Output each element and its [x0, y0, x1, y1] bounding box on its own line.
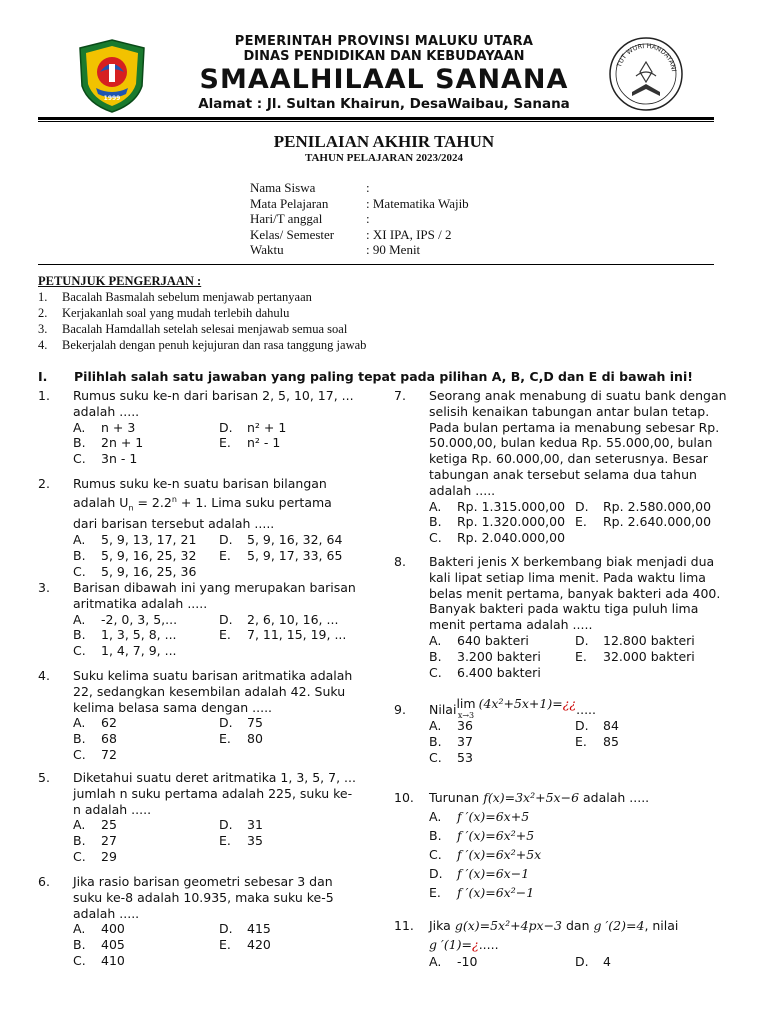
question-10: 10. Turunan f(x)=3x²+5x−6 adalah ..... A. f ′(x)=6x+5 B. f ′(x)=6x²+5 C. f ′(x)=6x²+5x D. f ′(x)=6x−1 E. f ′(x)=6x²−1	[394, 788, 734, 902]
option-d[interactable]: D. Rp. 2.580.000,00	[575, 498, 712, 514]
exam-title: PENILAIAN AKHIR TAHUN	[273, 132, 495, 151]
instructions-heading: PETUNJUK PENGERJAAN :	[38, 274, 202, 288]
option-b[interactable]: B. 37	[429, 733, 473, 749]
option-c[interactable]: C. 29	[73, 848, 117, 864]
option-c[interactable]: C. Rp. 2.040.000,00	[429, 530, 566, 546]
question-7: 7. Seorang anak menabung di suatu bank dengan selisih kenaikan tabungan antar bulan tetap. Pada bulan pertama ia menabung sebesar Rp. 50.000,00, bulan kedua Rp. 55.000,00, bulan ketiga Rp. 60.000,00, dan seterusnya. Besar tabungan anak tersebut selama dua tahun adalah ..... A. Rp. 1.315.000,00 D. Rp. 2.580.000,00 B. Rp. 1.320.000,00 E. Rp. 2.640.000,00 C. Rp. 2.040.000,00	[394, 388, 734, 546]
option-b[interactable]: B. 3.200 bakteri	[429, 648, 541, 664]
option-d[interactable]: D. 2, 6, 10, 16, ...	[219, 611, 339, 627]
option-c[interactable]: C. f ′(x)=6x²+5x	[429, 847, 542, 862]
option-c[interactable]: C. 410	[73, 952, 125, 968]
option-e[interactable]: E. Rp. 2.640.000,00	[575, 514, 712, 530]
option-d[interactable]: D. n² + 1	[219, 419, 287, 435]
option-a[interactable]: A. 400	[73, 921, 125, 937]
option-b[interactable]: B. f ′(x)=6x²+5	[429, 828, 535, 843]
option-e[interactable]: E. n² - 1	[219, 435, 281, 451]
option-a[interactable]: A. -10	[429, 954, 478, 969]
info-row: Nama Siswa :	[250, 180, 370, 195]
option-a[interactable]: A. 25	[73, 817, 117, 833]
option-d[interactable]: D. 31	[219, 817, 263, 833]
option-b[interactable]: B. 405	[73, 937, 125, 953]
option-e[interactable]: E. 32.000 bakteri	[575, 648, 695, 664]
option-c[interactable]: C. 53	[429, 749, 473, 765]
header-government: PEMERINTAH PROVINSI MALUKU UTARA	[234, 34, 534, 49]
option-b[interactable]: B. 1, 3, 5, 8, ...	[73, 627, 177, 643]
info-row: Kelas/ Semester : XI IPA, IPS / 2	[250, 226, 452, 242]
header-rule-thin	[38, 121, 714, 122]
exam-year: TAHUN PELAJARAN 2023/2024	[304, 152, 464, 164]
option-d[interactable]: D. 12.800 bakteri	[575, 632, 695, 648]
question-1: 1. Rumus suku ke-n dari barisan 2, 5, 10, 17, ... adalah ..... A. n + 3 D. n² + 1 B. 2n + 1 E. n² - 1 C. 3n - 1	[38, 388, 358, 467]
info-row: Mata Pelajaran : Matematika Wajib	[250, 195, 469, 211]
option-e[interactable]: E. f ′(x)=6x²−1	[429, 885, 535, 900]
info-row: Hari/T anggal :	[250, 211, 370, 226]
option-e[interactable]: E. 85	[575, 733, 619, 749]
option-b[interactable]: B. 2n + 1	[73, 435, 144, 451]
option-e[interactable]: E. 80	[219, 731, 263, 747]
option-a[interactable]: A. Rp. 1.315.000,00	[429, 498, 566, 514]
option-d[interactable]: D. 75	[219, 715, 263, 731]
option-c[interactable]: C. 3n - 1	[73, 451, 138, 467]
option-e[interactable]: E. 420	[219, 937, 271, 953]
svg-text:TUT WURI HANDAYANI: TUT WURI HANDAYANI	[615, 41, 678, 73]
option-c[interactable]: C. 1, 4, 7, 9, ...	[73, 643, 177, 659]
option-a[interactable]: A. 62	[73, 715, 117, 731]
option-e[interactable]: E. 7, 11, 15, 19, ...	[219, 627, 347, 643]
header-address: Alamat : Jl. Sultan Khairun, DesaWaibau, Sanana	[198, 96, 570, 112]
option-a[interactable]: A. f ′(x)=6x+5	[429, 809, 530, 824]
option-c[interactable]: C. 5, 9, 16, 25, 36	[73, 563, 197, 579]
svg-text:1999: 1999	[103, 95, 121, 102]
option-d[interactable]: D. 5, 9, 16, 32, 64	[219, 532, 343, 548]
list-item: 2. Kerjakanlah soal yang mudah terlebih dahulu	[38, 306, 290, 320]
option-e[interactable]: E. 35	[219, 833, 263, 849]
question-4: 4. Suku kelima suatu barisan aritmatika adalah 22, sedangkan kesembilan adalah 42. Suku kelima belasa sama dengan ..... A. 62 D. 75 B. 68 E. 80 C. 72	[38, 668, 358, 763]
option-b[interactable]: B. 27	[73, 833, 117, 849]
question-6: 6. Jika rasio barisan geometri sebesar 3 dan suku ke-8 adalah 10.935, maka suku ke-5 adalah ..... A. 400 D. 415 B. 405 E. 420 C. 410	[38, 874, 358, 969]
option-d[interactable]: D. 415	[219, 921, 271, 937]
option-a[interactable]: A. 5, 9, 13, 17, 21	[73, 532, 197, 548]
question-2: 2. Rumus suku ke-n suatu barisan bilangan adalah $U_n = 2.2^n + 1$. Lima suku pertama dari barisan tersebut adalah ..... A. 5, 9, 13, 17, 21 D. 5, 9, 16, 32, 64 B. 5, 9, 16, 25, 32 E. 5, 9, 17, 33, 65 C. 5, 9, 16, 25, 36	[38, 476, 358, 579]
question-5: 5. Diketahui suatu deret aritmatika 1, 3, 5, 7, ... jumlah n suku pertama adalah 225, suku ke-n adalah ..... A. 25 D. 31 B. 27 E. 35 C. 29	[38, 770, 358, 865]
info-row: Waktu : 90 Menit	[250, 242, 421, 257]
header-school-name: SMAALHILAAL SANANA	[199, 64, 569, 95]
option-d[interactable]: D. 4	[575, 954, 611, 969]
option-d[interactable]: D. 84	[575, 718, 619, 733]
option-a[interactable]: A. n + 3	[73, 419, 136, 435]
student-info	[250, 180, 469, 258]
section-heading: I. Pilihlah salah satu jawaban yang paling tepat pada pilihan A, B, C,D dan E di bawah ini!	[38, 369, 693, 384]
option-a[interactable]: A. -2, 0, 3, 5,...	[73, 611, 178, 627]
list-item: 3. Bacalah Hamdallah setelah selesai menjawab semua soal	[38, 322, 348, 336]
list-item: 4. Bekerjalah dengan penuh kejujuran dan rasa tanggung jawab	[38, 338, 367, 352]
option-b[interactable]: B. 68	[73, 731, 117, 747]
option-c[interactable]: C. 72	[73, 746, 117, 762]
header-rule-thick	[38, 117, 714, 120]
info-divider	[38, 264, 714, 265]
option-c[interactable]: C. 6.400 bakteri	[429, 664, 541, 680]
option-a[interactable]: A. 640 bakteri	[429, 632, 529, 648]
instructions	[38, 273, 366, 353]
question-3: 3. Barisan dibawah ini yang merupakan barisan aritmatika adalah ..... A. -2, 0, 3, 5,... D. 2, 6, 10, 16, ... B. 1, 3, 5, 8, ... E. 7, 11, 15, 19, ... C. 1, 4, 7, 9, ...	[38, 580, 358, 659]
question-8: 8. Bakteri jenis X berkembang biak menjadi dua kali lipat setiap lima menit. Pada waktu lima belas menit pertama, banyak bakteri ada 400. Banyak bakteri pada waktu tiga puluh lima menit pertama adalah ..... A. 640 bakteri D. 12.800 bakteri B. 3.200 bakteri E. 32.000 bakteri C. 6.400 bakteri	[394, 554, 734, 680]
header-department: DINAS PENDIDIKAN DAN KEBUDAYAAN	[243, 49, 525, 64]
question-11: 11. Jika g(x)=5x²+4px−3 dan g ′(2)=4, nilai g ′(1)=¿..... A. -10 D. 4	[394, 916, 734, 970]
option-a[interactable]: A. 36	[429, 718, 473, 733]
question-9: 9. Nilai lim x→3 (4x²+5x+1)= ¿¿ ..... A. 36 D. 84 B. 37 E. 85 C. 53	[394, 694, 734, 765]
list-item: 1. Bacalah Basmalah sebelum menjawab pertanyaan	[38, 290, 312, 304]
option-b[interactable]: B. Rp. 1.320.000,00	[429, 514, 566, 530]
option-d[interactable]: D. f ′(x)=6x−1	[429, 866, 530, 881]
option-e[interactable]: E. 5, 9, 17, 33, 65	[219, 547, 343, 563]
option-b[interactable]: B. 5, 9, 16, 25, 32	[73, 547, 197, 563]
